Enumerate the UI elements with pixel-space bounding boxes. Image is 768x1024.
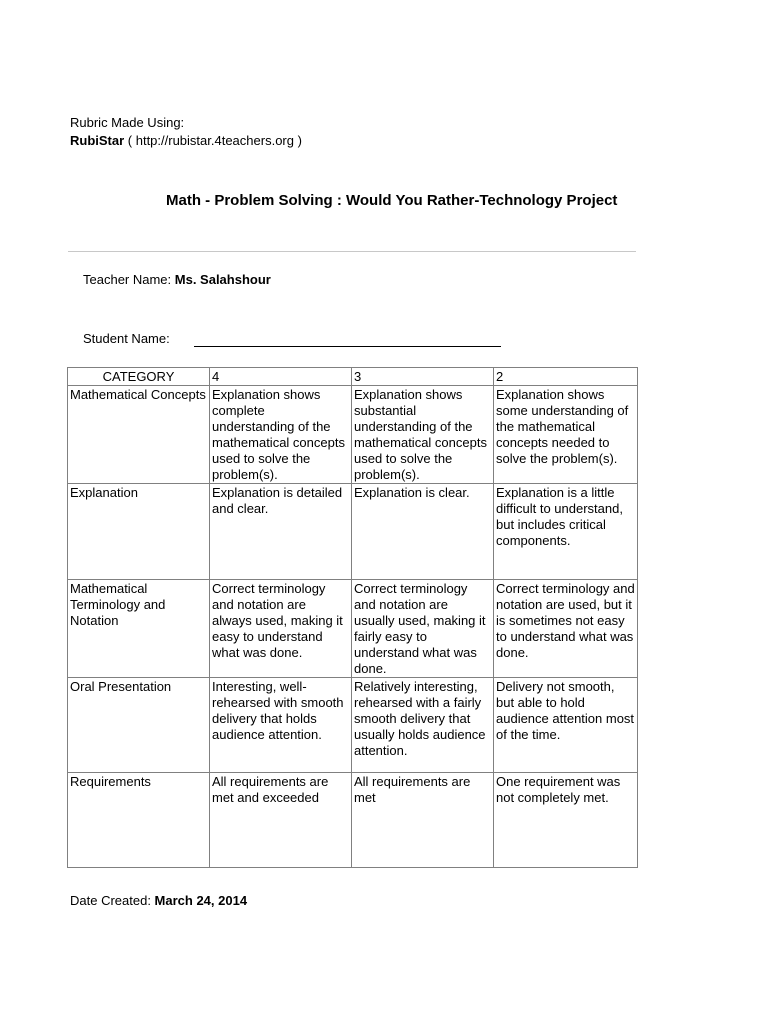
header-score-3: 3	[352, 368, 494, 386]
row-category: Mathematical Concepts	[68, 386, 210, 484]
student-name-label: Student Name:	[83, 331, 170, 346]
cell-score-3: All requirements are met	[352, 773, 494, 868]
row-category: Mathematical Terminology and Notation	[68, 580, 210, 678]
date-created-label: Date Created:	[70, 893, 155, 908]
brand-name: RubiStar	[70, 133, 125, 148]
date-created-line	[70, 892, 247, 910]
table-row	[68, 580, 638, 678]
teacher-name-line	[83, 271, 271, 289]
cell-score-3: Explanation is clear.	[352, 484, 494, 580]
table-row	[68, 678, 638, 773]
cell-score-4: Interesting, well-rehearsed with smooth delivery that holds audience attention.	[210, 678, 352, 773]
table-row	[68, 773, 638, 868]
cell-score-3: Relatively interesting, rehearsed with a fairly smooth delivery that usually holds audience attention.	[352, 678, 494, 773]
cell-score-4: Correct terminology and notation are always used, making it easy to understand what was done.	[210, 580, 352, 678]
row-category: Requirements	[68, 773, 210, 868]
row-category: Oral Presentation	[68, 678, 210, 773]
cell-score-3: Correct terminology and notation are usually used, making it fairly easy to understand what was done.	[352, 580, 494, 678]
rubric-source	[70, 114, 302, 150]
table-row	[68, 386, 638, 484]
rubric-title: Math - Problem Solving : Would You Rather-Technology Project	[166, 192, 618, 209]
student-name-line	[83, 330, 170, 348]
header-score-2: 2	[494, 368, 638, 386]
student-name-blank	[194, 330, 501, 347]
source-line	[70, 132, 302, 150]
cell-score-2: Correct terminology and notation are used, but it is sometimes not easy to understand what was done.	[494, 580, 638, 678]
cell-score-2: One requirement was not completely met.	[494, 773, 638, 868]
table-header-row	[68, 368, 638, 386]
row-category: Explanation	[68, 484, 210, 580]
rubric-table	[67, 367, 638, 868]
cell-score-4: Explanation shows complete understanding of the mathematical concepts used to solve the problem(s).	[210, 386, 352, 484]
cell-score-2: Explanation shows some understanding of the mathematical concepts needed to solve the problem(s).	[494, 386, 638, 484]
cell-score-2: Delivery not smooth, but able to hold audience attention most of the time.	[494, 678, 638, 773]
source-url: ( http://rubistar.4teachers.org )	[124, 133, 302, 148]
table-row	[68, 484, 638, 580]
cell-score-4: All requirements are met and exceeded	[210, 773, 352, 868]
cell-score-2: Explanation is a little difficult to understand, but includes critical components.	[494, 484, 638, 580]
cell-score-3: Explanation shows substantial understanding of the mathematical concepts used to solve the problem(s).	[352, 386, 494, 484]
teacher-name-value: Ms. Salahshour	[174, 272, 271, 287]
teacher-name-label: Teacher Name:	[83, 272, 175, 287]
header-score-4: 4	[210, 368, 352, 386]
made-using-label: Rubric Made Using:	[70, 115, 185, 130]
date-created-value: March 24, 2014	[154, 893, 248, 908]
header-category: CATEGORY	[68, 368, 210, 386]
cell-score-4: Explanation is detailed and clear.	[210, 484, 352, 580]
divider	[68, 251, 636, 252]
